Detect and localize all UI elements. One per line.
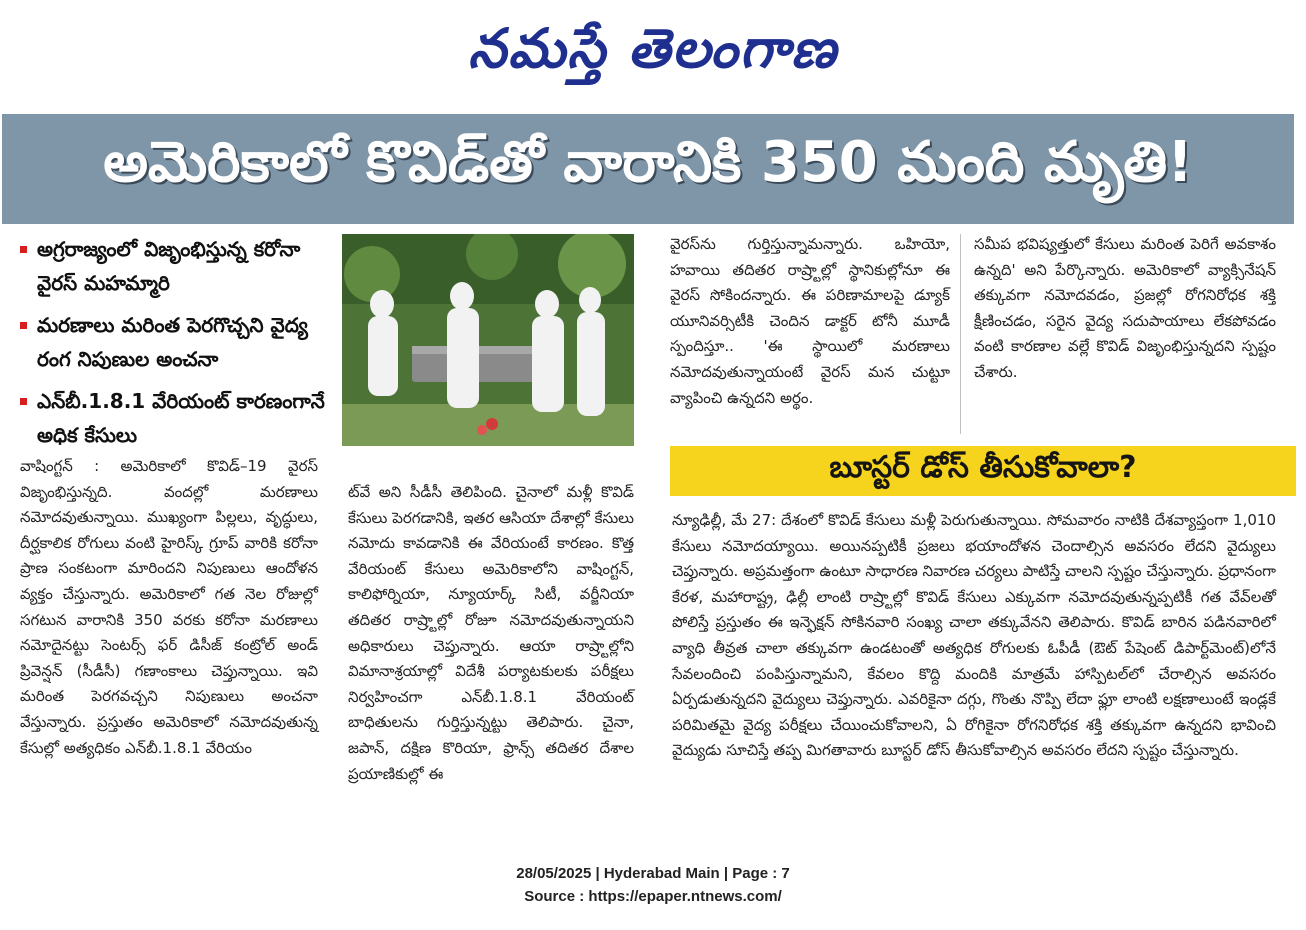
bullet-item xyxy=(20,308,330,376)
article-column-3: వైరస్‌ను గుర్తిస్తున్నామన్నారు. ఒహియో, హవాయి తదితర రాష్ర్టాల్లో స్థానికుల్లోనూ ఈ వైరస్ సోకిందన్నారు. ఈ పరిణామాలపై డ్యూక్ యూనివర్సిటీకి చెందిన డాక్టర్ టోనీ మూడీ స్పందిస్తూ.. 'ఈ స్థాయిలో మరణాలు నమోదవుతున్నాయంటే వైరస్ మన చుట్టూ వ్యాపించి ఉన్నదని అర్థం. xyxy=(670,235,950,407)
footer-source-link[interactable]: Source : https://epaper.ntnews.com/ xyxy=(524,888,782,905)
newspaper-logo: నమస్తే తెలంగాణ xyxy=(468,16,838,80)
photo-illustration xyxy=(342,234,634,446)
highlight-bullets xyxy=(20,232,330,460)
masthead xyxy=(0,0,1306,110)
article-column-1: వాషింగ్టన్ : అమెరికాలో కొవిడ్–19 వైరస్ విజృంభిస్తున్నది. వందల్లో మరణాలు నమోదవుతున్నాయి. ముఖ్యంగా పిల్లలు, వృద్ధులు, దీర్ఘకాలిక రోగులు వంటి హైరిస్క్ గ్రూప్ వారికి కరోనా ప్రాణ సంకటంగా మారిందని నిపుణులు ఆందోళన వ్యక్తం చేస్తున్నారు. అమెరికాలో గత నెల రోజుల్లో సగటున వారానికి 350 వరకు కరోనా మరణాలు నమోదైనట్టు సెంటర్స్ ఫర్ డిసీజ్ కంట్రోల్ అండ్ ప్రివెన్షన్ (సీడీసీ) గణాంకాలు చెప్తున్నాయి. ఇవి మరింత పెరగవచ్చని నిపుణులు అంచనా వేస్తున్నారు. ప్రస్తుతం అమెరికాలో నమోదవుతున్న కేసుల్లో అత్యధికం ఎన్‌బీ.1.8.1 వేరియం xyxy=(20,457,318,757)
main-headline: అమెరికాలో కొవిడ్‌తో వారానికి 350 మంది మృతి! xyxy=(103,129,1193,195)
article-column-4: సమీప భవిష్యత్తులో కేసులు మరింత పెరిగే అవకాశం ఉన్నది' అని పేర్కొన్నారు. అమెరికాలో వ్యాక్సినేషన్ తక్కువగా నమోదవడం, ప్రజల్లో రోగనిరోధక శక్తి క్షీణించడం, సరైన వైద్య సదుపాయాలు లేకపోవడం వంటి కారణాల వల్లే కొవిడ్ విజృంభిస్తున్నదని స్పష్టం చేశారు. xyxy=(974,235,1276,381)
sidebar-title: బూస్టర్ డోస్ తీసుకోవాలా? xyxy=(829,450,1137,485)
coffin-bearers-photo xyxy=(342,234,634,446)
bullet-text: అగ్రరాజ్యంలో విజృంభిస్తున్న కరోనా వైరస్ మహమ్మారి xyxy=(37,237,301,295)
bullet-square-icon xyxy=(20,398,27,405)
sidebar-heading-band xyxy=(670,446,1296,496)
bullet-text: మరణాలు మరింత పెరగొచ్చని వైద్య రంగ నిపుణుల అంచనా xyxy=(37,313,308,371)
page-footer xyxy=(0,862,1306,908)
bullet-square-icon xyxy=(20,322,27,329)
bullet-text: ఎన్‌బీ.1.8.1 వేరియంట్ కారణంగానే అధిక కేసులు xyxy=(37,389,325,447)
headline-band xyxy=(2,114,1294,224)
bullet-item xyxy=(20,232,330,300)
article-column-2: ట్‌వే అని సీడీసీ తెలిపింది. చైనాలో మళ్లీ కొవిడ్ కేసులు పెరగడానికి, ఇతర ఆసియా దేశాల్లో కేసులు నమోదు కావడానికి ఈ వేరియంటే కారణం. కొత్త వేరియంట్ కేసులు అమెరికాలోని వాషింగ్టన్, కాలిఫోర్నియా, న్యూయార్క్ సిటీ, వర్జీనియా తదితర రాష్ర్టాల్లో రోజూ నమోదవుతున్నాయని అధికారులు చెప్తున్నారు. ఆయా రాష్ర్టాల్లోని విమానాశ్రయాల్లో విదేశీ పర్యాటకులకు పరీక్షలు నిర్వహించగా ఎన్‌బీ.1.8.1 వేరియంట్ బాధితులను గుర్తిస్తున్నట్టు తెలిపారు. చైనా, జపాన్, దక్షిణ కొరియా, ఫ్రాన్స్ తదితర దేశాల ప్రయాణికుల్లో ఈ xyxy=(348,483,634,783)
bullet-square-icon xyxy=(20,246,27,253)
footer-date-edition: 28/05/2025 | Hyderabad Main | Page : 7 xyxy=(516,865,790,882)
sidebar-body: న్యూఢిల్లీ, మే 27: దేశంలో కొవిడ్ కేసులు మళ్లీ పెరుగుతున్నాయి. సోమవారం నాటికి దేశవ్యాప్తంగా 1,010 కేసులు నమోదయ్యాయి. అయినప్పటికీ ప్రజలు భయాందోళన చెందాల్సిన అవసరం లేదని వైద్యులు చెప్తున్నారు. అప్రమత్తంగా ఉంటూ సాధారణ నివారణ చర్యలు పాటిస్తే చాలని స్పష్టం చేస్తున్నారు. ప్రధానంగా కేరళ, మహారాష్ట్ర, ఢిల్లీ లాంటి రాష్ర్టాల్లో కొవిడ్ కేసులు ఎక్కువగా నమోదవుతున్నప్పటికీ గత వేవ్‌లతో పోలిస్తే ప్రస్తుతం ఈ ఇన్ఫెక్షన్ సోకినవారి సంఖ్య చాలా తక్కువేనని తెలిపారు. కొవిడ్ బారిన పడినవారిలో వ్యాధి తీవ్రత చాలా తక్కువగా ఉండటంతో అత్యధిక రోగులకు ఓపీడీ (ఔట్ పేషెంట్ డిపార్ట్‌మెంట్)లోనే సేవలందించి పంపిస్తున్నామని, కేవలం కొద్ది మందికి మాత్రమే హాస్పిటల్‌లో చేరాల్సిన అవసరం ఏర్పడుతున్నదని వైద్యులు చెప్తున్నారు. ఎవరికైనా దగ్గు, గొంతు నొప్పి లేదా ఫ్లూ లాంటి లక్షణాలుంటే ఇండ్లకే పరిమితమై వైద్య పరీక్షలు చేయించుకోవాలని, ఏ రోగికైనా రోగనిరోధక శక్తి తక్కువగా ఉన్నదని భావించి వైద్యుడు సూచిస్తే తప్ప మిగతావారు బూస్టర్ డోస్ తీసుకోవాల్సిన అవసరం లేదని స్పష్టం చేస్తున్నారు. xyxy=(672,511,1277,760)
bullet-item xyxy=(20,384,330,452)
article-body xyxy=(2,224,1294,850)
column-divider xyxy=(960,234,961,434)
